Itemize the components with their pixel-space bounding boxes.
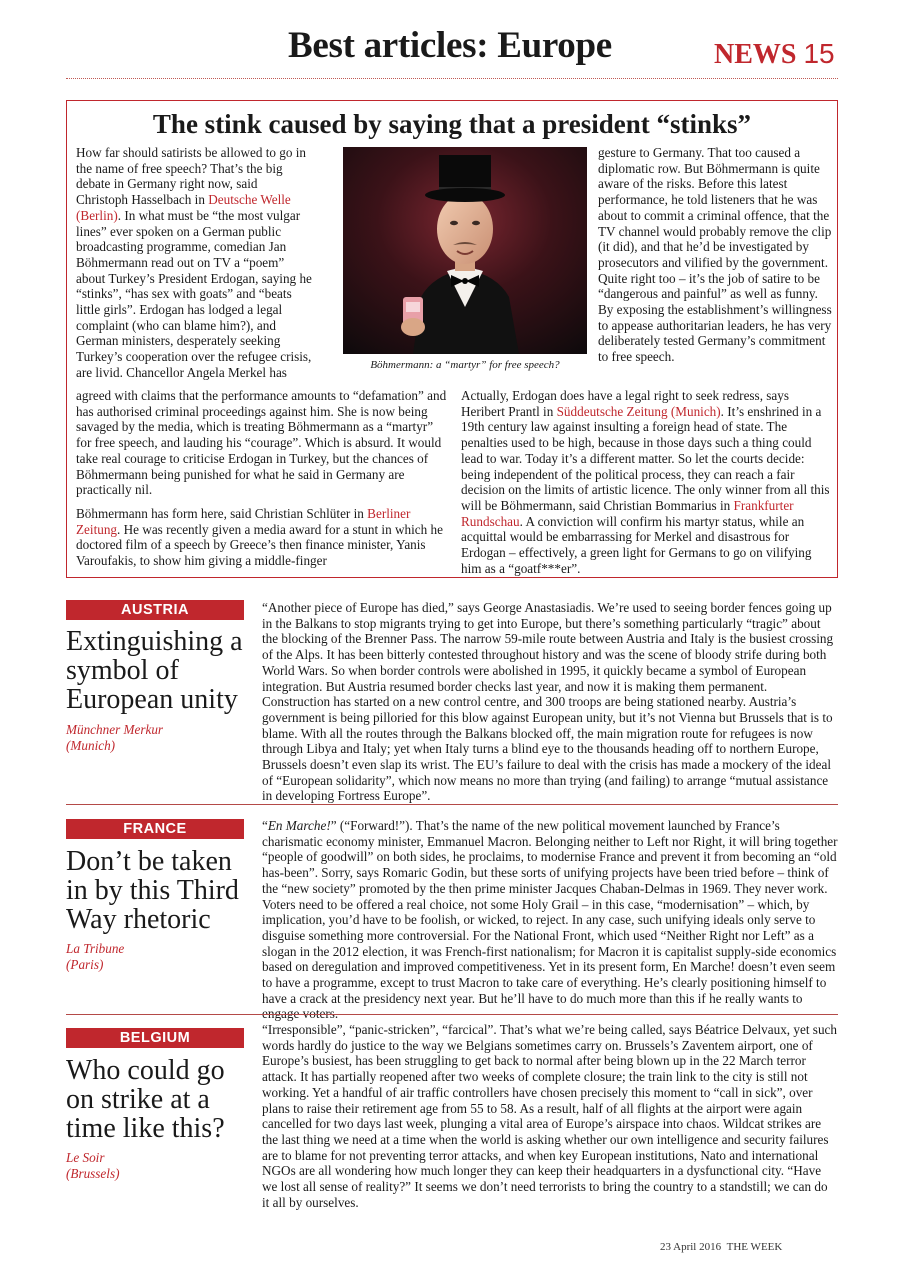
tag-france: FRANCE bbox=[66, 819, 244, 839]
footer-publication: THE WEEK bbox=[726, 1241, 783, 1253]
lead-france: En Marche! bbox=[267, 818, 331, 833]
feature-headline: The stink caused by saying that a president “stinks” bbox=[152, 109, 752, 139]
photo-image bbox=[343, 147, 587, 354]
headline-france: Don’t be taken in by this Third Way rhetoric bbox=[66, 846, 239, 935]
divider-austria-france bbox=[66, 804, 838, 805]
text-france: “En Marche!” (“Forward!”). That’s the name of the new political movement launched by France’s charismatic economy minister, Emmanuel Macron. Belonging neither to Left nor Right, it will bring together “people of goodwill” on both sides, he proclaims, to modernise France and prevent it from becoming an “old has-been”. Sorry, says Romaric Godin, but these sorts of unifying projects have been tried before – think of the “new society” promoted by the then prime minister Jacques Chaban-Delmas in 1969. They never work. Voters need to be offered a real choice, not some Holy Grail – in this case, “modernisation” – which, by implication, you’d have to be foolish, or wicked, to reject. In any case, such unifying ideals only serve to disguise something more controversial. For the National Front, which used “Neither Right nor Left” as a slogan in the 2012 election, it was French-first nationalism; for Macron it is capitalist supply-side economics based on deregulation and improved competitiveness. Yet in its present form, En Marche! doesn’t even seem to have a programme, except to trust Macron to take care of everything. He’s clearly positioning himself to have a crack at the presidency next year. But he’ll have to do much more than this if he really wants to engage voters. bbox=[262, 818, 838, 1022]
feature-col1-para2: Böhmermann has form here, said Christian Schlüter in Berliner Zeitung. He was recently given a media award for a stunt in which he doctored film of a speech by Greece’s then finance minister, Yanis Varoufakis, to show him giving a middle-finger bbox=[76, 506, 443, 569]
headline-belgium: Who could go on strike at a time like this? bbox=[66, 1055, 225, 1144]
header-divider bbox=[66, 78, 838, 79]
section-name: NEWS bbox=[714, 39, 797, 70]
footer-date: 23 April 2016 bbox=[660, 1241, 722, 1253]
publication-link[interactable]: Berliner Zeitung bbox=[76, 506, 411, 537]
feature-col2-bottom: Actually, Erdogan does have a legal right to seek redress, says Heribert Prantl in Süddeutsche Zeitung (Munich). It’s enshrined in a 19th century law against insulting a foreign head of state. The penalties used to be high, because in those days such a thing could lead to war. Today it’s a different matter. So let the courts decide: being independent of the political process, they can reach a fair decision on the limits of artistic licence. The only winner from all this will be Böhmermann, said Christian Bommarius in Frankfurter Rundschau. A conviction will confirm his martyr status, while an acquittal would be embarrassing for Merkel and disastrous for Erdogan – effectively, a green light for Germans to go on vilifying him as a “goatf***er”. bbox=[461, 388, 830, 576]
section-label bbox=[714, 38, 835, 71]
feature-col1-bottom: agreed with claims that the performance amounts to “defamation” and has authorised criminal proceedings against him. She is now being savaged by the media, which is treating Böhmermann as a “martyr” for free speech, and lauding his “courage”. Which is absurd. It would take real courage to criticise Erdogan in Turkey, but the chances of Böhmermann being punished for what he said in Germany are practically nil. bbox=[76, 388, 447, 498]
feature-col3-top: gesture to Germany. That too caused a diplomatic row. But Böhmermann is quite aware of the risks. Before this latest performance, he told listeners that he was about to commit a criminal offence, that the TV channel would probably remove the clip (it did), and that he’d be investigated by prosecutors and vilified by the government. Quite right too – it’s the job of satire to be “dangerous and painful” as well as funny. By exposing the establishment’s willingness to appease authoritarian leaders, he has very deliberately tested Germany’s commitment to free speech. bbox=[598, 145, 832, 365]
source-name-austria: Münchner Merkur bbox=[66, 722, 164, 737]
tag-belgium: BELGIUM bbox=[66, 1028, 244, 1048]
source-city-austria: (Munich) bbox=[66, 737, 116, 753]
source-city-france: (Paris) bbox=[66, 956, 104, 972]
publication-link[interactable]: Frankfurter Rundschau bbox=[461, 497, 794, 529]
feature-article bbox=[66, 100, 838, 578]
source-name-belgium: Le Soir bbox=[66, 1150, 105, 1165]
text-austria: “Another piece of Europe has died,” says George Anastasiadis. We’re used to seeing border fences going up in the Balkans to stop migrants trying to get into Europe, but there’s something particularly “tragic” about the blocking of the Brenner Pass. The narrow 59-mile route between Austria and Italy is the busiest crossing of the Alps. It has been bitterly contested throughout history and was the scene of bloody strife during both World Wars. So when border controls were abolished in 1995, it quickly became a symbol of European integration. But Austria resumed border checks last year, and now it is making them permanent. Construction has started on a new control centre, and 300 troops are being stationed nearby. Austria’s government is being pilloried for this blow against European unity, but it’s not Vienna but Brussels that is to blame. With all the routes through the Balkans blocked off, the main migration route for refugees is now through Libya and Italy; yet when Italy turns a blind eye to the thousands heading off to northern Europe, Brussels doesn’t even slap its wrist. The EU’s failure to deal with the crisis has made a mockery of the ideal of “European solidarity”, which now means no more than trying (and failing) to arrange “mutual assistance in developing Fortress Europe”. bbox=[262, 600, 834, 804]
page-footer bbox=[660, 1241, 782, 1253]
divider-france-belgium bbox=[66, 1014, 838, 1015]
page-title: Best articles: Europe bbox=[288, 25, 612, 66]
photo-caption: Böhmermann: a “martyr” for free speech? bbox=[370, 359, 560, 371]
body-france: ” (“Forward!”). That’s the name of the new political movement launched by France’s charismatic economy minister, Emmanuel Macron. Belonging neither to Left nor Right, it will bring together “people of goodwill” on both sides, he proclaims, to modernise France and prevent it from becoming an “old has-been”. Sorry, says Romaric Godin, but these sorts of unifying projects have been tried before – think of the “new society” promoted by the then prime minister Jacques Chaban-Delmas in 1969. They never work. Voters need to be offered a real choice, not some Holy Grail – in this case, “modernisation” – which, by implication, you’d have to be foolish, or wicked, to reject. In any case, such unifying ideals only serve to disguise something more controversial. For the National Front, which used “Neither Right nor Left” as a slogan in the 2012 election, it was French-first nationalism; for Macron it is capitalist supply-side economics based on deregulation and improved competitiveness. Yet in its present form, En Marche! doesn’t even seem to have a programme, except to trust Macron to take care of everything. He’s clearly positioning himself to have a crack at the presidency next year. But he’ll have to do much more than this if he really wants to engage voters. bbox=[262, 818, 838, 1022]
publication-link[interactable]: Deutsche Welle (Berlin) bbox=[76, 192, 291, 223]
source-name-france: La Tribune bbox=[66, 941, 125, 956]
feature-photo bbox=[343, 147, 587, 354]
source-france bbox=[66, 941, 251, 972]
headline-austria: Extinguishing a symbol of European unity bbox=[66, 626, 243, 715]
page-number: 15 bbox=[803, 38, 835, 69]
source-city-belgium: (Brussels) bbox=[66, 1165, 120, 1181]
source-belgium bbox=[66, 1150, 251, 1181]
source-austria bbox=[66, 722, 251, 753]
feature-col1-top: How far should satirists be allowed to go in the name of free speech? That’s the big debate in Germany right now, said Christoph Hasselbach in Deutsche Welle (Berlin). In what must be “the most vulgar lines” ever spoken on a German public broadcasting programme, comedian Jan Böhmermann read out on TV a “poem” about Turkey’s President Erdogan, saying he “stinks”, “has sex with goats” and “beats little girls”. Erdogan has lodged a legal complaint (who can blame him?), and German ministers, desperately seeking Turkey’s cooperation over the refugee crisis, are livid. Chancellor Angela Merkel has bbox=[76, 145, 312, 380]
publication-link[interactable]: Süddeutsche Zeitung (Munich) bbox=[556, 403, 721, 419]
tag-austria: AUSTRIA bbox=[66, 600, 244, 620]
text-belgium: “Irresponsible”, “panic-stricken”, “farcical”. That’s what we’re being called, says Béatrice Delvaux, yet such words hardly do justice to the way we Belgians sometimes carry on. Brussels’s Zaventem airport, one of Europe’s busiest, has been struggling to get back to normal after being blown up in the 22 March terror attack. It has partially reopened after two weeks of complete closure; the train link to the city is still not working. Yet a handful of air traffic controllers have chosen precisely this moment to “call in sick”, over plans to raise their retirement age from 55 to 58. As a result, half of all flights at the airport were again cancelled for two days last week, plunging a vital area of Europe’s airspace into chaos. Wildcat strikes are the last thing we need at a time when the world is asking whether our own intelligence and security failures are to blame for not preventing terror attacks, and when key European institutions, Nato and international NGOs are all wondering how much longer they can keep their headquarters in a dysfunctional city. “Have we lost all sense of reality?” It seems we don’t need terrorists to bring the country to a standstill; we can do it all by ourselves. bbox=[262, 1022, 837, 1210]
